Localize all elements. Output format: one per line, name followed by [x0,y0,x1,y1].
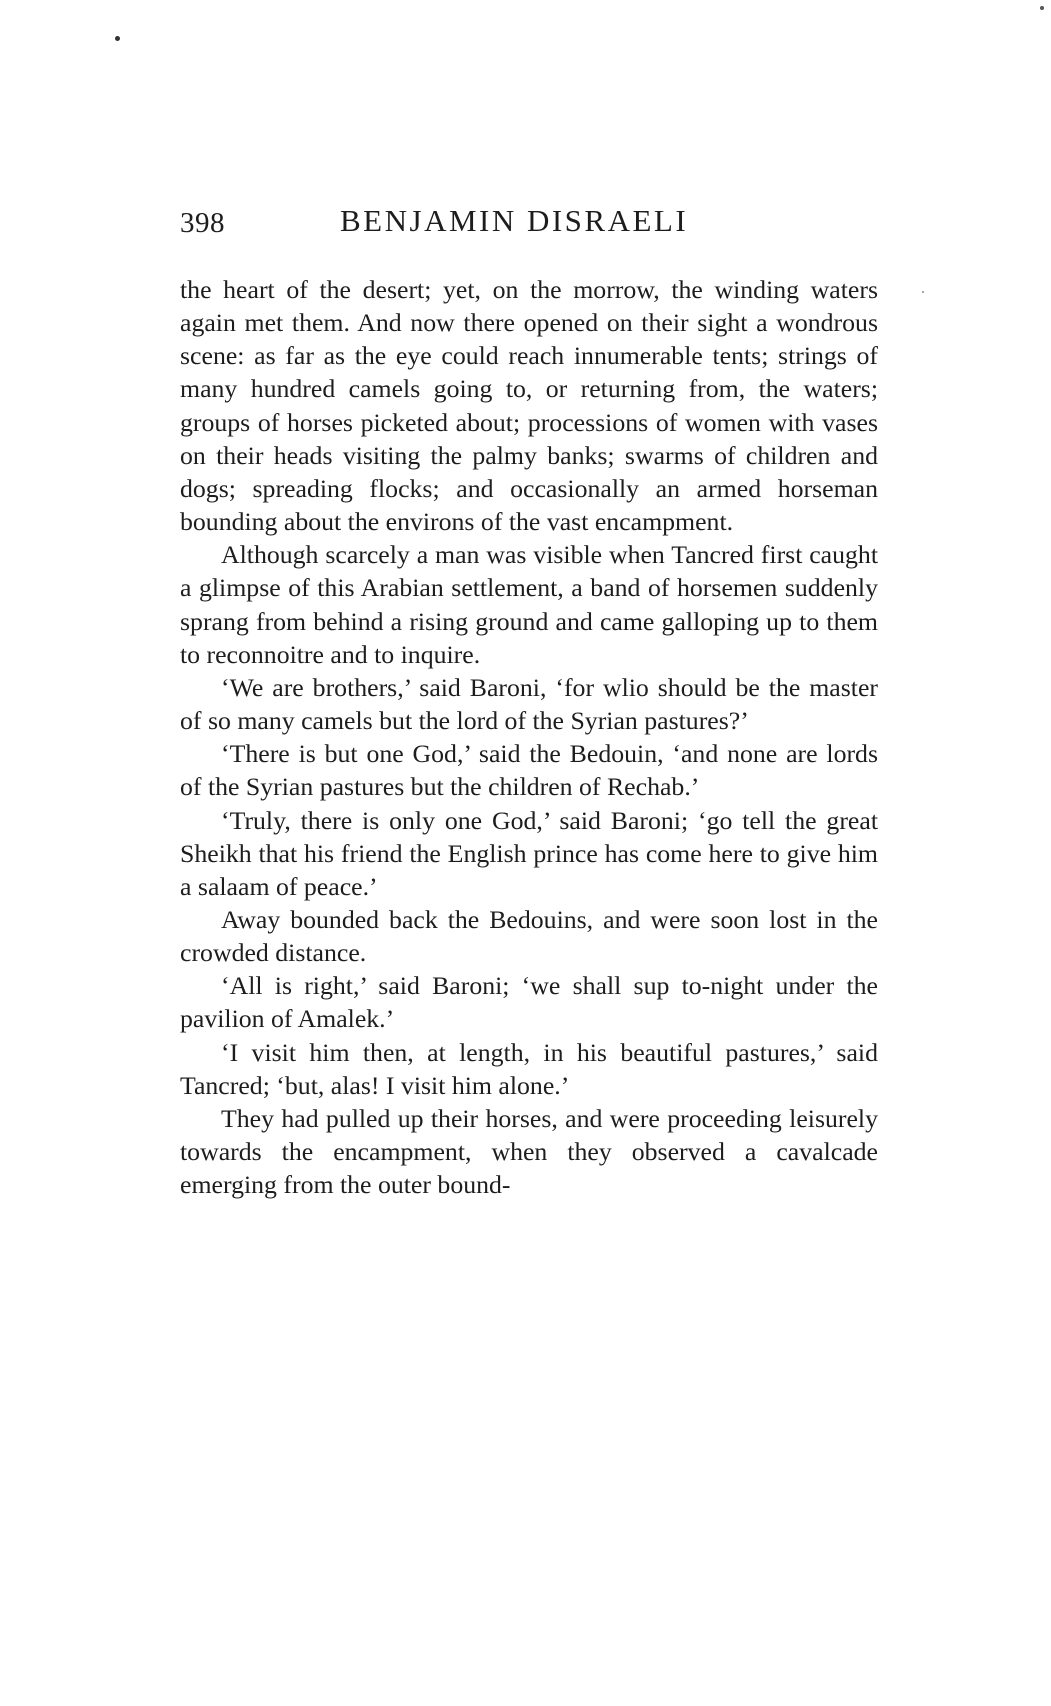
scan-speck [1040,6,1044,10]
paragraph: ‘We are brothers,’ said Baroni, ‘for wlio should be the master of so many camels but the lord of the Syrian pastures?’ [180,672,878,736]
scan-speck [115,36,120,41]
running-head: BENJAMIN DISRAELI [340,203,689,238]
paragraph: They had pulled up their horses, and were proceeding leisurely towards the encampment, when they observed a cavalcade emerging from the outer bound- [180,1103,878,1200]
paragraph: ‘I visit him then, at length, in his beautiful pastures,’ said Tancred; ‘but, alas! I visit him alone.’ [180,1037,878,1100]
paragraph: the heart of the desert; yet, on the morrow, the winding waters again met them. And now there opened on their sight a wondrous scene: as far as the eye could reach innumerable tents; strings of many hundred camels going to, or returning from, the waters; groups of horses picketed about; processions of women with vases on their heads visiting the palmy banks; swarms of children and dogs; spreading flocks; and occasionally an armed horseman bounding about the environs of the vast encampment. [180,275,878,537]
paragraph: Away bounded back the Bedouins, and were soon lost in the crowded distance. [180,904,878,968]
paragraph: ‘Truly, there is only one God,’ said Baroni; ‘go tell the great Sheikh that his friend the English prince has come here to give him a salaam of peace.’ [180,805,878,901]
page-number: 398 [180,207,225,239]
page-header [180,203,880,246]
paragraph: Although scarcely a man was visible when Tancred first caught a glimpse of this Arabian settlement, a band of horsemen suddenly sprang from behind a rising ground and came galloping up to them to reconnoitre and to inquire. [180,540,878,669]
paragraph: ‘There is but one God,’ said the Bedouin, ‘and none are lords of the Syrian pastures but the children of Rechab.’ [180,739,878,802]
text-body [180,273,878,1201]
paragraph: ‘All is right,’ said Baroni; ‘we shall sup to-night under the pavilion of Amalek.’ [180,971,878,1034]
scan-speck [922,291,924,293]
